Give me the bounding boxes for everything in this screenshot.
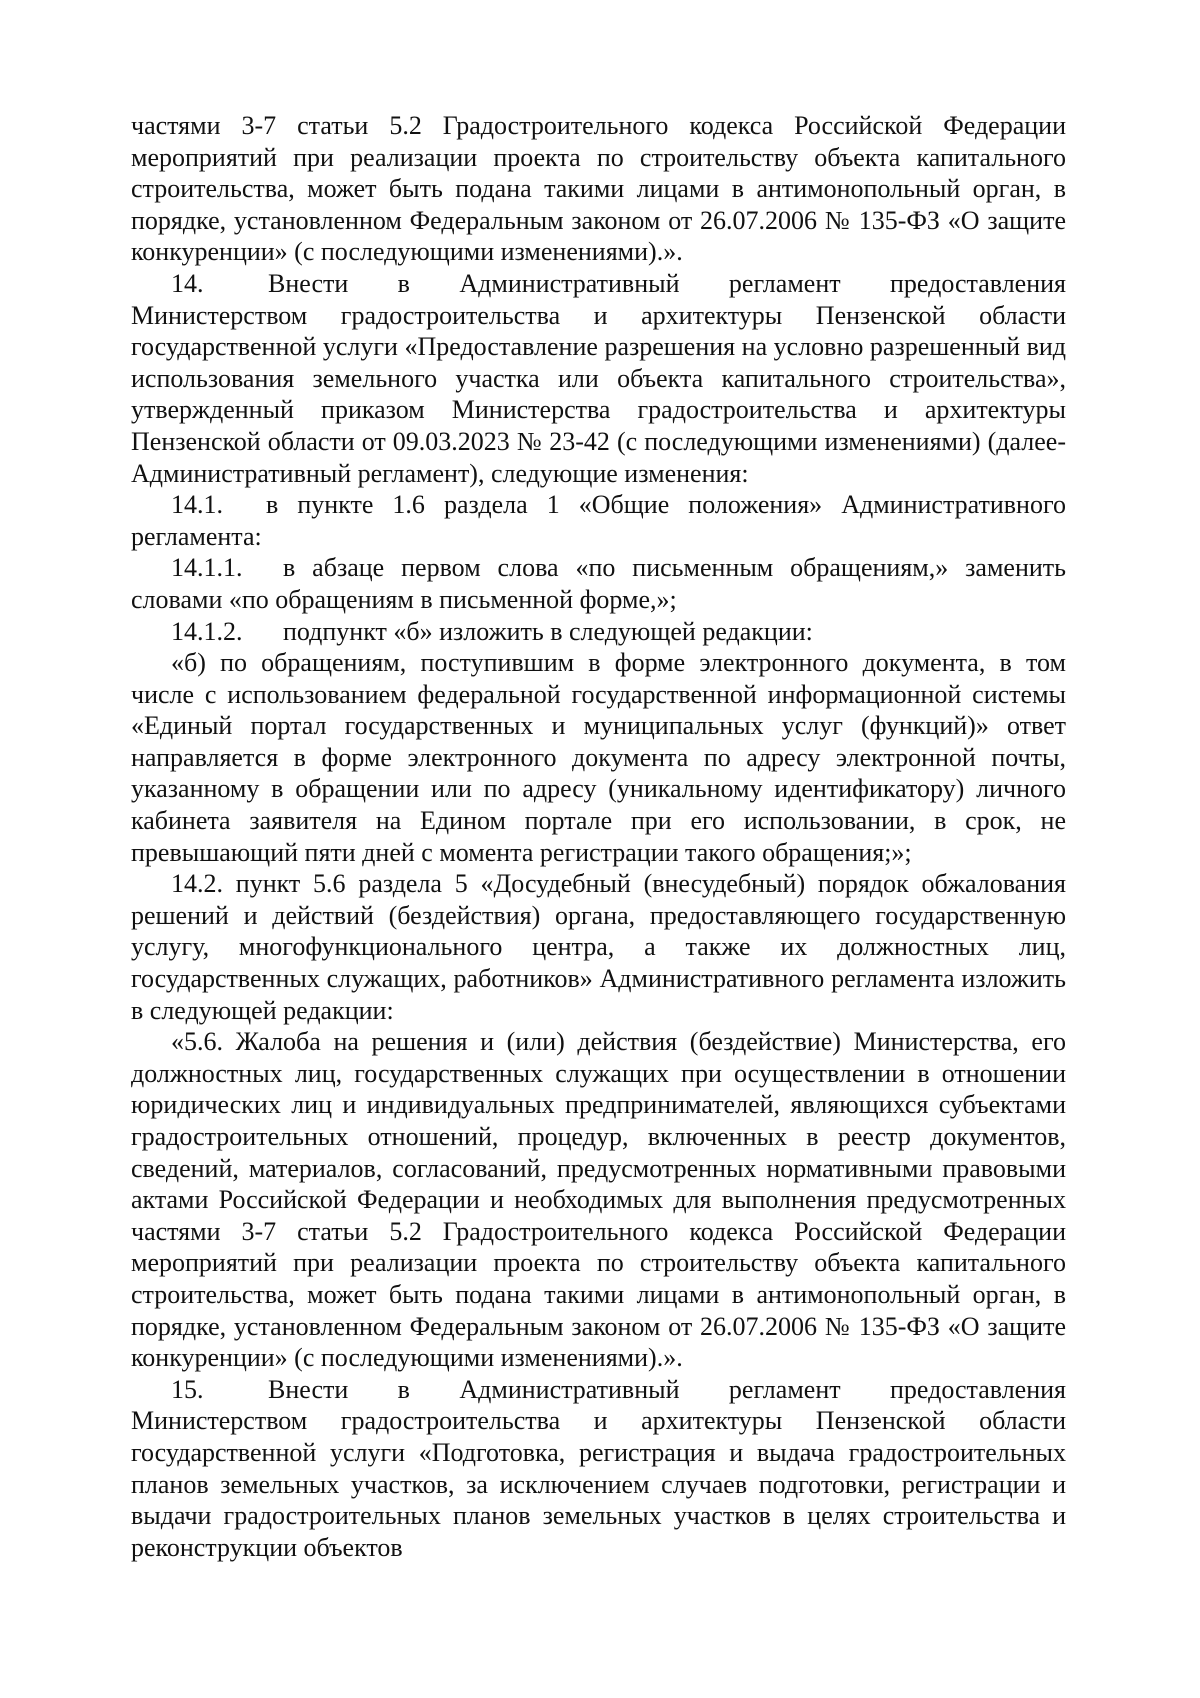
paragraph-text: в абзаце первом слова «по письменным обращениям,» заменить словами «по обращениям в письменной форме,»; bbox=[131, 553, 1066, 614]
item-number: 14.1.2. bbox=[171, 616, 243, 646]
paragraph-text: подпункт «б» изложить в следующей редакции: bbox=[283, 616, 813, 646]
paragraph-quote-b: «б) по обращениям, поступившим в форме электронного документа, в том числе с использованием федеральной государственной информационной системы «Единый портал государственных и муниципальных услуг (функций)» ответ направляется в форме электронного документа по адресу электронной почты, указанному в обращении или по адресу (уникальному идентификатору) личного кабинета заявителя на Едином портале при его использовании, в срок, не превышающий пяти дней с момента регистрации такого обращения;»; bbox=[131, 648, 1066, 867]
item-number: 15. bbox=[171, 1374, 204, 1404]
paragraph-quote-5-6: «5.6. Жалоба на решения и (или) действия (бездействие) Министерства, его должностных лиц, государственных служащих при осуществлении в отношении юридических лиц и индивидуальных предпринимателей, являющихся субъектами градостроительных отношений, процедур, включенных в реестр документов, сведений, материалов, согласований, предусмотренных нормативными правовыми актами Российской Федерации и необходимых для выполнения предусмотренных частями 3-7 статьи 5.2 Градостроительного кодекса Российской Федерации мероприятий при реализации проекта по строительству объекта капитального строительства, может быть подана такими лицами в антимонопольный орган, в порядке, установленном Федеральным законом от 26.07.2006 № 135-ФЗ «О защите конкуренции» (с последующими изменениями).». bbox=[131, 1027, 1066, 1373]
paragraph-continuation: частями 3-7 статьи 5.2 Градостроительного кодекса Российской Федерации мероприятий при реализации проекта по строительству объекта капитального строительства, может быть подана такими лицами в антимонопольный орган, в порядке, установленном Федеральным законом от 26.07.2006 № 135-ФЗ «О защите конкуренции» (с последующими изменениями).». bbox=[131, 111, 1066, 267]
paragraph-text: Внести в Административный регламент предоставления Министерством градостроительства и архитектуры Пензенской области государственной услуги «Предоставление разрешения на условно разрешенный вид использования земельного участка или объекта капитального строительства», утвержденный приказом Министерства градостроительства и архитектуры Пензенской области от 09.03.2023 № 23-42 (с последующими изменениями) (далее-Административный регламент), следующие изменения: bbox=[131, 268, 1066, 488]
item-number: 14. bbox=[171, 268, 204, 298]
paragraph-item-14-2: 14.2. пункт 5.6 раздела 5 «Досудебный (внесудебный) порядок обжалования решений и действий (бездействия) органа, предоставляющего государственную услугу, многофункционального центра, а также их должностных лиц, государственных служащих, работников» Административного регламента изложить в следующей редакции: bbox=[131, 869, 1066, 1025]
document-body bbox=[131, 110, 1066, 1563]
item-number: 14.1. bbox=[171, 490, 223, 520]
paragraph-item-15 bbox=[131, 1374, 1066, 1564]
paragraph-item-14-1-1 bbox=[131, 552, 1066, 615]
item-number: 14.1.1. bbox=[171, 553, 243, 583]
paragraph-item-14-1-2 bbox=[131, 616, 1066, 648]
paragraph-item-14 bbox=[131, 268, 1066, 489]
paragraph-item-14-1 bbox=[131, 489, 1066, 552]
paragraph-text: в пункте 1.6 раздела 1 «Общие положения» Административного регламента: bbox=[131, 490, 1066, 551]
paragraph-text: Внести в Административный регламент предоставления Министерством градостроительства и архитектуры Пензенской области государственной услуги «Подготовка, регистрация и выдача градостроительных планов земельных участков, за исключением случаев подготовки, регистрации и выдачи градостроительных планов земельных участков в целях строительства и реконструкции объектов bbox=[131, 1374, 1066, 1562]
